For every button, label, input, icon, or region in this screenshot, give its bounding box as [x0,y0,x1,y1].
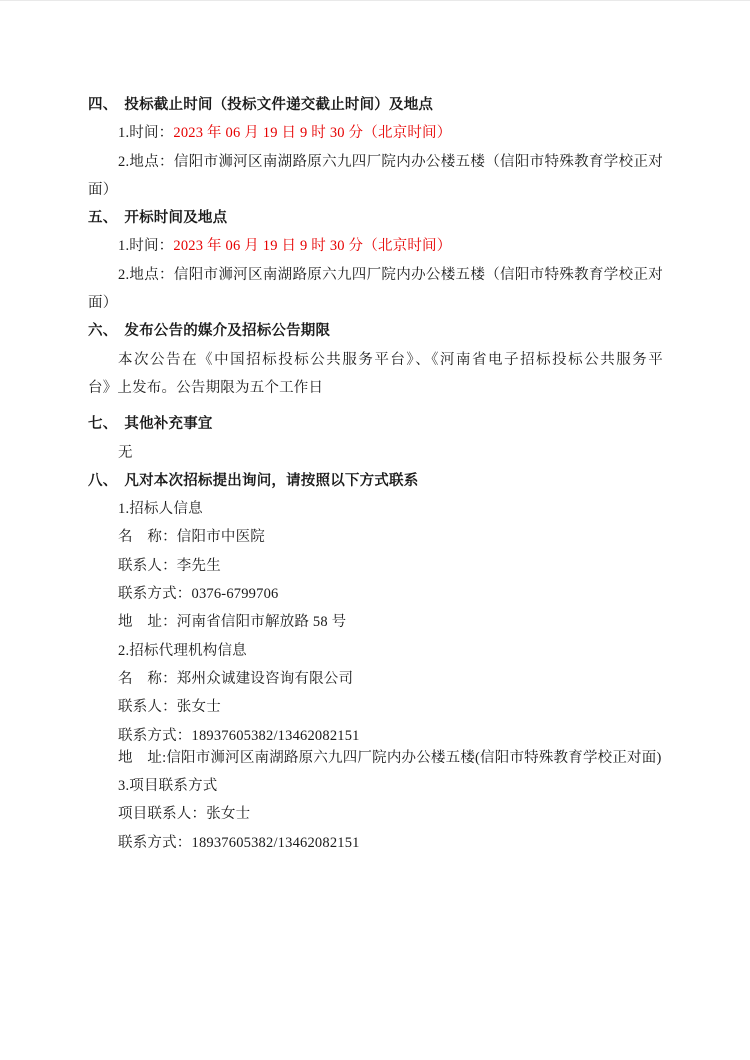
bid-deadline-time-text: 1.时间： [118,125,174,142]
bid-opening-time [88,232,663,260]
tenderer-info-title-text: 1.招标人信息 [118,501,203,518]
heading-section-7 [88,410,663,438]
tenderer-name-text: 名 称：信阳市中医院 [118,529,265,546]
agency-contact-person [88,693,663,721]
announcement-media-line-2-text: 台》上发布。公告期限为五个工作日 [88,379,324,396]
project-contact-title [88,772,663,800]
agency-info-title [88,637,663,665]
heading-section-6 [88,317,663,345]
bid-deadline-time [88,119,663,147]
heading-section-8-text: 凡对本次招标提出询问，请按照以下方式联系 [124,472,419,489]
heading-section-7-text: 其他补充事宜 [124,416,213,433]
bid-deadline-location [88,148,663,176]
heading-section-5 [88,204,663,232]
bid-opening-time-highlight: 2023 年 06 月 19 日 9 时 30 分（北京时间） [173,238,452,255]
announcement-media-line-2 [88,374,663,402]
heading-section-4 [88,91,663,119]
project-contact-person [88,800,663,828]
bid-opening-location [88,261,663,289]
bid-deadline-location-cont-text: 面） [88,181,118,198]
agency-info-title-text: 2.招标代理机构信息 [118,642,247,659]
tenderer-contact-person [88,552,663,580]
agency-address [88,744,663,772]
agency-address-text: 地 址:信阳市浉河区南湖路原六九四厂院内办公楼五楼(信阳市特殊教育学校正对面) [118,749,662,766]
agency-contact-person-text: 联系人：张女士 [118,699,221,716]
heading-section-4-text: 投标截止时间（投标文件递交截止时间）及地点 [124,97,434,113]
bid-opening-time-text: 1.时间： [118,238,174,255]
agency-name-text: 名 称：郑州众诚建设咨询有限公司 [118,670,354,687]
tenderer-contact-number-text: 联系方式：0376-6799706 [118,586,279,603]
heading-section-6-text: 发布公告的媒介及招标公告期限 [124,323,331,340]
bid-deadline-time-highlight: 2023 年 06 月 19 日 9 时 30 分（北京时间） [173,125,452,142]
project-contact-number [88,829,663,857]
other-matters-none-text: 无 [118,444,133,461]
agency-name [88,665,663,693]
heading-section-7-number: 七、 [88,416,118,433]
bid-opening-location-cont [88,289,663,317]
bid-opening-location-cont-text: 面） [88,295,118,312]
project-contact-person-text: 项目联系人：张女士 [118,806,251,823]
heading-section-5-text: 开标时间及地点 [124,210,228,227]
heading-section-5-number: 五、 [88,210,118,227]
announcement-media-line-1 [88,346,663,374]
tenderer-contact-number [88,580,663,608]
tenderer-name [88,523,663,551]
heading-section-6-number: 六、 [88,323,118,340]
document-page [88,1,663,857]
bid-opening-location-text: 2.地点：信阳市浉河区南湖路原六九四厂院内办公楼五楼（信阳市特殊教育学校正对 [118,266,663,283]
tenderer-address-text: 地 址：河南省信阳市解放路 58 号 [118,614,347,631]
bid-deadline-location-text: 2.地点：信阳市浉河区南湖路原六九四厂院内办公楼五楼（信阳市特殊教育学校正对 [118,153,663,170]
project-contact-number-text: 联系方式：18937605382/13462082151 [118,834,360,851]
tenderer-address [88,608,663,636]
tenderer-contact-person-text: 联系人：李先生 [118,557,221,574]
announcement-media-line-1-text: 本次公告在《中国招标投标公共服务平台》、《河南省电子招标投标公共服务平 [118,351,663,368]
bid-deadline-location-cont [88,176,663,204]
tenderer-info-title [88,495,663,523]
heading-section-8 [88,467,663,495]
heading-section-4-number: 四、 [88,97,118,113]
agency-contact-number-text: 联系方式：18937605382/13462082151 [118,727,360,744]
other-matters-none [88,439,663,467]
project-contact-title-text: 3.项目联系方式 [118,778,218,795]
heading-section-8-number: 八、 [88,472,118,489]
